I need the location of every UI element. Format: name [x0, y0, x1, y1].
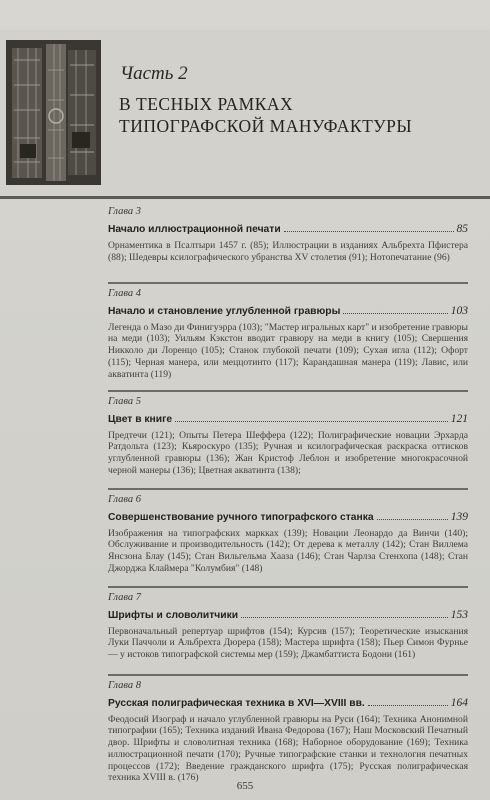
dot-leader	[377, 519, 448, 520]
chapter-label: Глава 7	[108, 591, 141, 603]
chapter-sections: Предтечи (121); Опыты Петера Шеффера (122); Полиграфические новации Эрхарда Ратдольта (123); Кьяроскуро (135); Ручная и ксилографическая раскраска оттисков углубленной гравюры (136); Жан Кристоф Леблон и изобретение многокрасочной черной манеры (136); Цветная акватинта (138);	[108, 429, 468, 476]
chapter-title: Шрифты и словолитчики	[108, 609, 239, 621]
chapter-entry	[108, 205, 468, 282]
dot-leader	[343, 313, 447, 314]
chapter-divider	[108, 488, 468, 490]
chapter-page-number: 153	[450, 608, 468, 621]
chapter-heading	[108, 223, 468, 235]
chapter-divider	[108, 282, 468, 284]
chapter-label: Глава 3	[108, 206, 141, 217]
chapter-title: Цвет в книге	[108, 413, 173, 425]
chapter-entry	[108, 488, 468, 586]
chapter-sections: Легенда о Мазо ди Финигуэрра (103); "Мастер игральных карт" и изобретение гравюры на меди (103); Уильям Кэкстон вводит гравюру на меди в книгу (105); Свершения Никколо ди Лоренцо (105); Станок глубокой печати (109); Сухая игла (112); Офорт (115); Черная манера, или меццотинто (117); Карандашная манера (119); Лавис, или акватинта (119)	[108, 321, 468, 380]
chapter-page-number: 103	[450, 304, 468, 317]
chapter-page-number: 85	[456, 223, 468, 235]
table-of-contents	[108, 205, 468, 786]
part-label: Часть 2	[120, 63, 188, 84]
chapter-sections: Орнаментика в Псалтыри 1457 г. (85); Иллюстрации в изданиях Альбрехта Пфистера (88); Шедевры ксилографического убранства XV столетия (91); Нотопечатание (96)	[108, 240, 468, 263]
chapter-sections: Феодосий Изограф и начало углубленной гравюры на Руси (164); Техника Анонимной типографии (165); Техника изданий Ивана Федорова (167); Наш Московский Печатный двор. Шрифты и словолитная техника (168); Наборное оборудование (169); Техника иллюстрационной печати (170); Ручные типографские станки и технология печатных процессов (172); Введение гражданского шрифта (175); Русская полиграфическая техника XVIII в. (176)	[108, 713, 468, 784]
chapter-title: Совершенствование ручного типографского станка	[108, 511, 374, 523]
chapter-heading	[108, 697, 468, 709]
chapter-title: Русская полиграфическая техника в XVI—XVIII вв.	[108, 697, 365, 709]
chapter-divider	[108, 390, 468, 392]
chapter-heading	[108, 413, 468, 425]
page-number: 655	[236, 780, 254, 792]
part-title: В ТЕСНЫХ РАМКАХ ТИПОГРАФСКОЙ МАНУФАКТУРЫ	[119, 94, 413, 136]
chapter-sections: Первоначальный репертуар шрифтов (154); Курсив (157); Теоретические изыскания Луки Паччоли и Альбрехта Дюрера (158); Мастера шрифта (158); Пьер Симон Фурнье — у истоков типографской системы мер (159); Джамбаттиста Бодони (161)	[108, 625, 468, 661]
chapter-label: Глава 6	[108, 493, 141, 505]
dot-leader	[241, 617, 448, 618]
chapter-divider	[108, 586, 468, 588]
dot-leader	[175, 421, 448, 422]
chapter-entry	[108, 282, 468, 390]
chapter-label: Глава 4	[108, 287, 141, 299]
dot-leader	[284, 231, 454, 232]
chapter-label: Глава 8	[108, 679, 141, 691]
chapter-heading	[108, 511, 468, 523]
chapter-title: Начало иллюстрационной печати	[108, 224, 281, 235]
chapter-entry	[108, 390, 468, 488]
chapter-heading	[108, 305, 468, 317]
chapter-label: Глава 5	[108, 395, 141, 407]
chapter-sections: Изображения на типографских маркках (139); Новации Леонардо да Винчи (140); Обслуживание и производительность (142); От дерева к металлу (142); Стан Виллема Янсзона Блау (145); Стан Вильгельма Хааза (146); Стан Чарлза Стенхопа (148); Стан Джорджа Клаймера "Колумбия" (148)	[108, 527, 468, 574]
dot-leader	[368, 705, 448, 706]
chapter-page-number: 164	[450, 696, 468, 709]
chapter-divider	[108, 674, 468, 676]
chapter-page-number: 139	[450, 510, 468, 523]
chapter-entry	[108, 586, 468, 674]
chapter-heading	[108, 609, 468, 621]
chapter-page-number: 121	[450, 412, 468, 425]
chapter-title: Начало и становление углубленной гравюры	[108, 305, 341, 317]
chapter-entry	[108, 674, 468, 786]
header-divider	[0, 196, 490, 199]
engraving-illustration	[6, 40, 101, 185]
